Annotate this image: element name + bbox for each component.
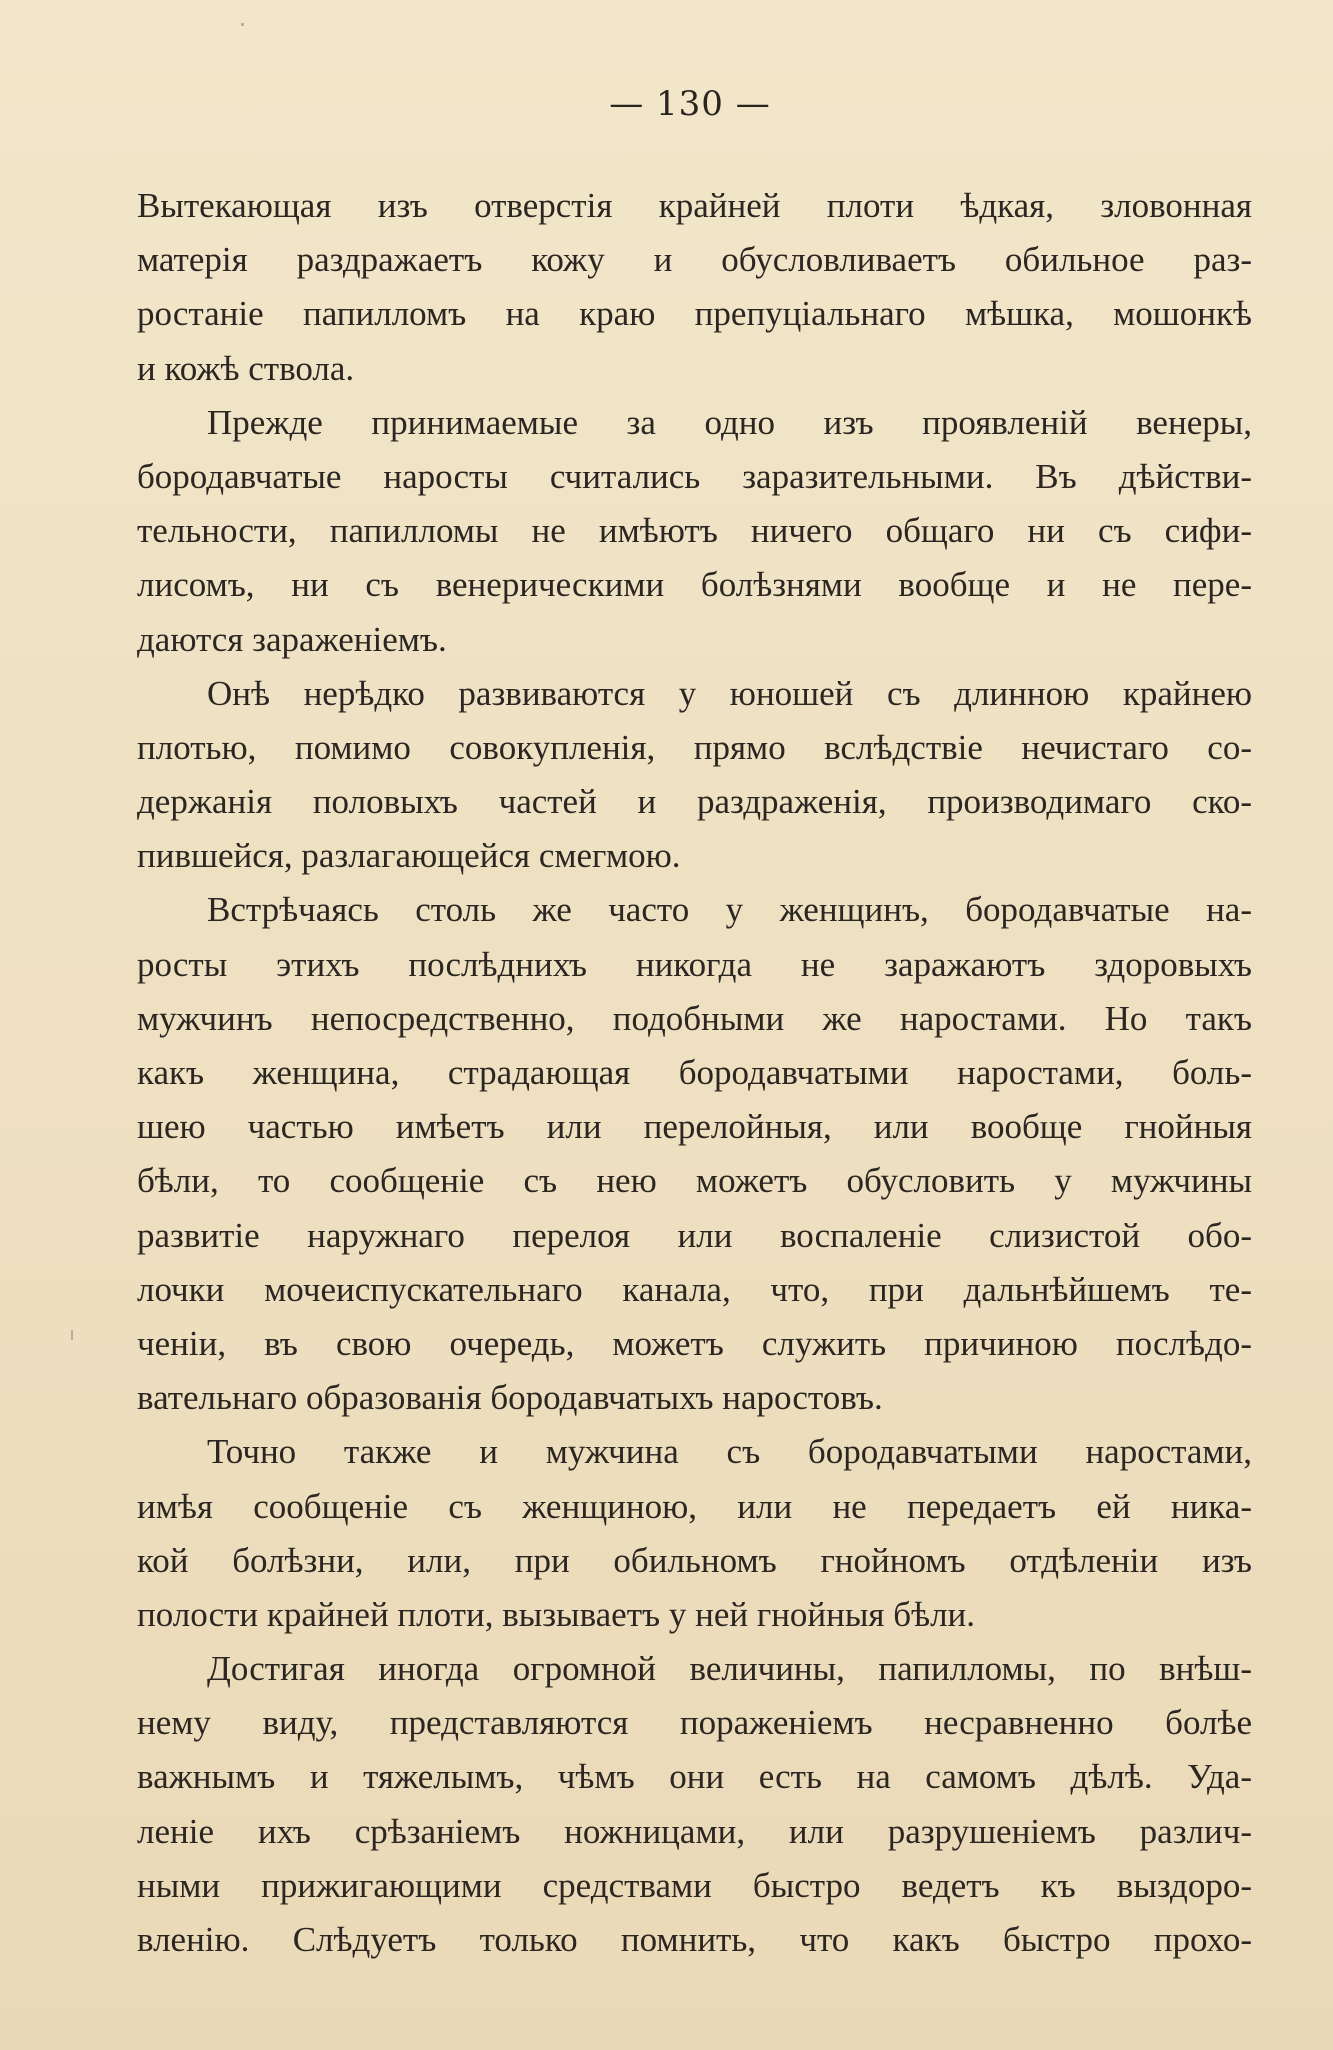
text-line: Онѣ нерѣдко развиваются у юношей съ длинною крайнею — [207, 673, 1252, 713]
text-line: Точно также и мужчина съ бородавчатыми наростами, — [207, 1432, 1252, 1472]
page-number: — 130 — — [609, 84, 771, 124]
text-line: ными прижигающими средствами быстро ведетъ къ выздоро- — [137, 1865, 1252, 1905]
text-line: мужчинъ непосредственно, подобными же наростами. Но такъ — [137, 998, 1252, 1038]
text-line: ченіи, въ свою очередь, можетъ служить причиною послѣдо- — [137, 1323, 1252, 1363]
text-line: росты этихъ послѣднихъ никогда не заражаютъ здоровыхъ — [137, 944, 1252, 984]
paper-speck — [241, 23, 244, 26]
text-line: леніе ихъ срѣзаніемъ ножницами, или разрушеніемъ различ- — [137, 1811, 1252, 1851]
text-line: вательнаго образованія бородавчатыхъ наростовъ. — [137, 1378, 883, 1418]
text-line: плотью, помимо совокупленія, прямо вслѣдствіе нечистаго со- — [137, 727, 1252, 767]
text-line: полости крайней плоти, вызываетъ у ней гнойныя бѣли. — [137, 1594, 976, 1634]
text-line: Прежде принимаемые за одно изъ проявленій венеры, — [207, 402, 1252, 442]
text-line: бѣли, то сообщеніе съ нею можетъ обусловить у мужчины — [137, 1161, 1252, 1201]
text-line: имѣя сообщеніе съ женщиною, или не передаетъ ей ника- — [137, 1486, 1252, 1526]
text-line: бородавчатые наросты считались заразительными. Въ дѣйстви- — [137, 456, 1252, 496]
text-line: важнымъ и тяжелымъ, чѣмъ они есть на самомъ дѣлѣ. Уда- — [137, 1757, 1252, 1797]
text-line: лочки мочеиспускательнаго канала, что, при дальнѣйшемъ те- — [137, 1269, 1252, 1309]
text-line: Вытекающая изъ отверстія крайней плоти ѣдкая, зловонная — [137, 186, 1252, 225]
text-line: какъ женщина, страдающая бородавчатыми наростами, боль- — [137, 1053, 1252, 1092]
text-line: ростаніе папилломъ на краю препуціальнаго мѣшка, мошонкѣ — [137, 294, 1252, 334]
text-line: лисомъ, ни съ венерическими болѣзнями вообще и не пере- — [137, 565, 1252, 605]
text-line: вленію. Слѣдуетъ только помнить, что какъ быстро прохо- — [137, 1920, 1252, 1959]
text-line: держанія половыхъ частей и раздраженія, производимаго ско- — [137, 782, 1252, 822]
body-text — [137, 179, 1252, 1967]
text-line: даются зараженіемъ. — [137, 619, 447, 659]
text-line: Достигая иногда огромной величины, папилломы, по внѣш- — [207, 1649, 1252, 1689]
text-line: шею частью имѣетъ или перелойныя, или вообще гнойныя — [137, 1107, 1252, 1147]
text-line: Встрѣчаясь столь же часто у женщинъ, бородавчатые на- — [207, 890, 1252, 930]
text-line: тельности, папилломы не имѣютъ ничего общаго ни съ сифи- — [137, 511, 1252, 551]
text-line: нему виду, представляются пораженіемъ несравненно болѣе — [137, 1703, 1252, 1743]
text-line: развитіе наружнаго перелоя или воспаленіе слизистой обо- — [137, 1215, 1252, 1255]
text-line: и кожѣ ствола. — [137, 348, 355, 388]
text-line: матерія раздражаетъ кожу и обусловливаетъ обильное раз- — [137, 240, 1252, 280]
text-line: пившейся, разлагающейся смегмою. — [137, 836, 681, 876]
text-line: кой болѣзни, или, при обильномъ гнойномъ отдѣленіи изъ — [137, 1540, 1252, 1580]
paper-speck — [71, 1330, 73, 1340]
